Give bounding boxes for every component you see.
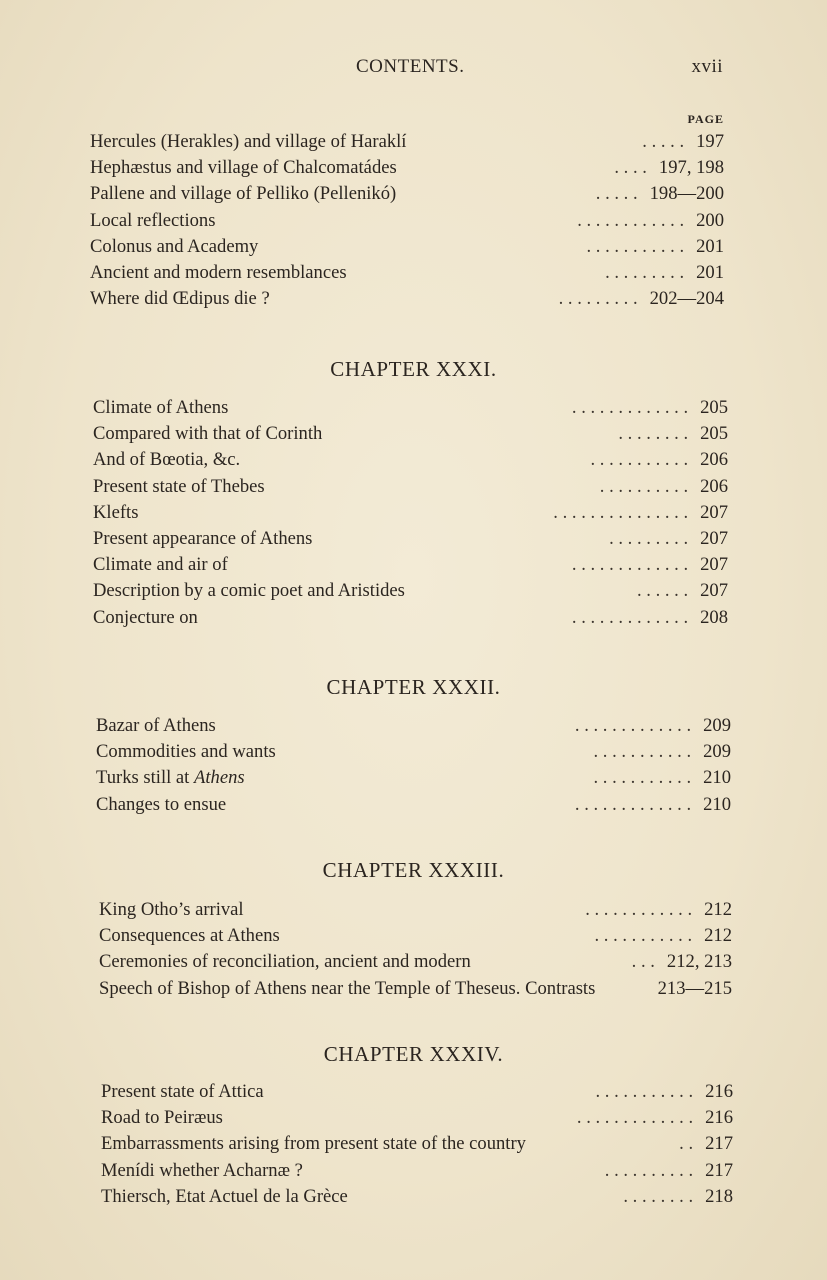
entry-title: Commodities and wants [96,741,276,763]
dot-leaders: . . . . . . . . . [609,527,689,549]
entry-title: Compared with that of Corinth [93,423,323,445]
entry-page-number: 207 [700,580,728,602]
entry-page-number: 198—200 [649,183,724,205]
entry-page-number: 205 [700,397,728,418]
dot-leaders: . . . . . . . . [623,1185,694,1207]
toc-entry [101,1079,733,1105]
dot-leaders: . . . . . . . . . . . . [585,899,693,920]
entry-title: Present appearance of Athens [93,527,313,549]
entry-page-number: 217 [705,1159,733,1181]
chapter-heading: CHAPTER XXXIV. [323,1042,504,1066]
entry-title: And of Bœotia, &c. [93,449,241,471]
entry-page-number: 207 [700,527,728,549]
chapter-heading: CHAPTER XXXIII. [322,858,505,882]
dot-leaders: . . . . . [595,183,638,205]
entry-title: King Otho’s arrival [99,899,244,920]
entry-page-number: 216 [705,1081,733,1102]
entry-title: Present state of Thebes [93,475,265,497]
toc-entry [93,395,728,421]
chapter-heading: CHAPTER XXXII. [326,675,501,699]
toc-entry [96,713,731,739]
toc-entry [90,260,724,286]
entry-page-number: 201 [696,235,724,257]
entry-page-number: 207 [700,501,728,523]
entry-page-number: 210 [703,767,731,789]
entry-title: Menídi whether Acharnæ ? [101,1159,303,1181]
entry-page-number: 210 [703,793,731,815]
entry-title: Present state of Attica [101,1081,264,1102]
toc-entry [99,949,732,975]
entry-page-number: 197 [696,131,724,152]
page-folio: xvii [691,56,723,77]
toc-entry [90,234,724,260]
entry-title: Hercules (Herakles) and village of Haraklí [90,131,407,152]
entry-page-number: 218 [705,1185,733,1207]
toc-entry [93,447,728,473]
entry-page-number: 216 [705,1107,733,1129]
entry-page-number: 208 [700,606,728,628]
entry-list [93,395,728,631]
toc-entry [90,208,724,234]
running-title: CONTENTS. [356,56,465,77]
toc-entry [93,605,728,631]
entry-title: Pallene and village of Pelliko (Pellenikó) [90,183,397,205]
entry-title: Hephæstus and village of Chalcomatádes [90,157,397,179]
entry-page-number: 217 [705,1133,733,1155]
toc-entry [90,286,724,312]
toc-entry [93,526,728,552]
entry-page-number: 209 [703,741,731,763]
entry-page-number: 212, 213 [666,951,732,973]
toc-entry [93,421,728,447]
toc-entry [99,923,732,949]
dot-leaders: . . . . . . . . . . [604,1159,694,1181]
dot-leaders: . . . . . . . . . . . [593,767,692,789]
entry-title: Thiersch, Etat Actuel de la Grèce [101,1185,348,1207]
entry-title: Ceremonies of reconciliation, ancient and modern [99,951,471,973]
dot-leaders: . . . . . . . . . . . [590,449,689,471]
dot-leaders: . . . [631,951,655,973]
entry-title: Where did Œdipus die ? [90,288,270,310]
dot-leaders: . . . . . . . . . . . . . [574,715,692,736]
entry-title: Ancient and modern resemblances [90,261,347,283]
entry-page-number: 206 [700,475,728,497]
dot-leaders: . . . . . . . . . . . [586,235,685,257]
entry-page-number: 197, 198 [658,157,724,179]
running-head [0,56,827,82]
dot-leaders: . . . . . . . . . . . [593,741,692,763]
entry-list [99,897,732,1002]
chapter-heading: CHAPTER XXXI. [330,357,497,381]
entry-list [96,713,731,818]
toc-entry [90,129,724,155]
toc-entry [90,181,724,207]
dot-leaders: . . . . . . . . . . . . . [576,1107,694,1129]
dot-leaders: . . . . . . . . . . . [595,1081,694,1102]
toc-entry [96,792,731,818]
entry-title: Conjecture on [93,606,198,628]
toc-entry [90,155,724,181]
entry-title: Consequences at Athens [99,925,280,947]
toc-entry [93,500,728,526]
entry-title: Climate of Athens [93,397,229,418]
toc-entry [101,1131,733,1157]
entry-page-number: 212 [704,925,732,947]
toc-entry [101,1158,733,1184]
dot-leaders: . . . . . . . . . [605,261,685,283]
entry-title: Description by a comic poet and Aristides [93,580,405,602]
dot-leaders: . . . . . . . . . . . . [577,209,685,231]
entry-page-number: 206 [700,449,728,471]
dot-leaders: . . . . . . . . [618,423,689,445]
entry-title: Climate and air of [93,554,228,576]
dot-leaders: . . . . . . [636,580,689,602]
entry-page-number: 200 [696,209,724,231]
entry-list [90,129,724,312]
dot-leaders: . . . . . . . . . [558,288,638,310]
page-column-label: PAGE [687,112,724,126]
toc-entry [96,765,731,791]
dot-leaders: . . . . . . . . . . . . . [571,606,689,628]
entry-title: Embarrassments arising from present state of the country [101,1133,526,1155]
toc-entry [93,474,728,500]
dot-leaders: . . . . . . . . . . . [594,925,693,947]
entry-page-number: 201 [696,261,724,283]
dot-leaders: . . . . . [642,131,685,152]
dot-leaders: . . [679,1133,694,1155]
entry-page-number: 209 [703,715,731,736]
entry-page-number: 213—215 [657,977,732,999]
dot-leaders: . . . . . . . . . . . . . [574,793,692,815]
entry-page-number: 205 [700,423,728,445]
toc-entry [99,897,732,923]
toc-entry [99,976,732,1002]
entry-title: Klefts [93,501,139,523]
entry-page-number: 212 [704,899,732,920]
entry-title: Speech of Bishop of Athens near the Temple of Theseus. Contrasts [99,977,596,999]
entry-title: Bazar of Athens [96,715,216,736]
entry-page-number: 207 [700,554,728,576]
entry-list [101,1079,733,1210]
toc-entry [101,1184,733,1210]
dot-leaders: . . . . . . . . . . . . . . . [553,501,689,523]
toc-entry [93,578,728,604]
entry-title: Road to Peiræus [101,1107,223,1129]
dot-leaders: . . . . . . . . . . . . . [571,554,689,576]
dot-leaders: . . . . . . . . . . [599,475,689,497]
entry-title: Local reflections [90,209,216,231]
toc-entry [101,1105,733,1131]
entry-title: Changes to ensue [96,793,227,815]
toc-entry [93,552,728,578]
toc-entry [96,739,731,765]
entry-page-number: 202—204 [649,288,724,310]
dot-leaders: . . . . . . . . . . . . . [571,397,689,418]
entry-title: Colonus and Academy [90,235,259,257]
entry-title: Turks still at Athens [96,767,245,789]
dot-leaders: . . . . [614,157,647,179]
